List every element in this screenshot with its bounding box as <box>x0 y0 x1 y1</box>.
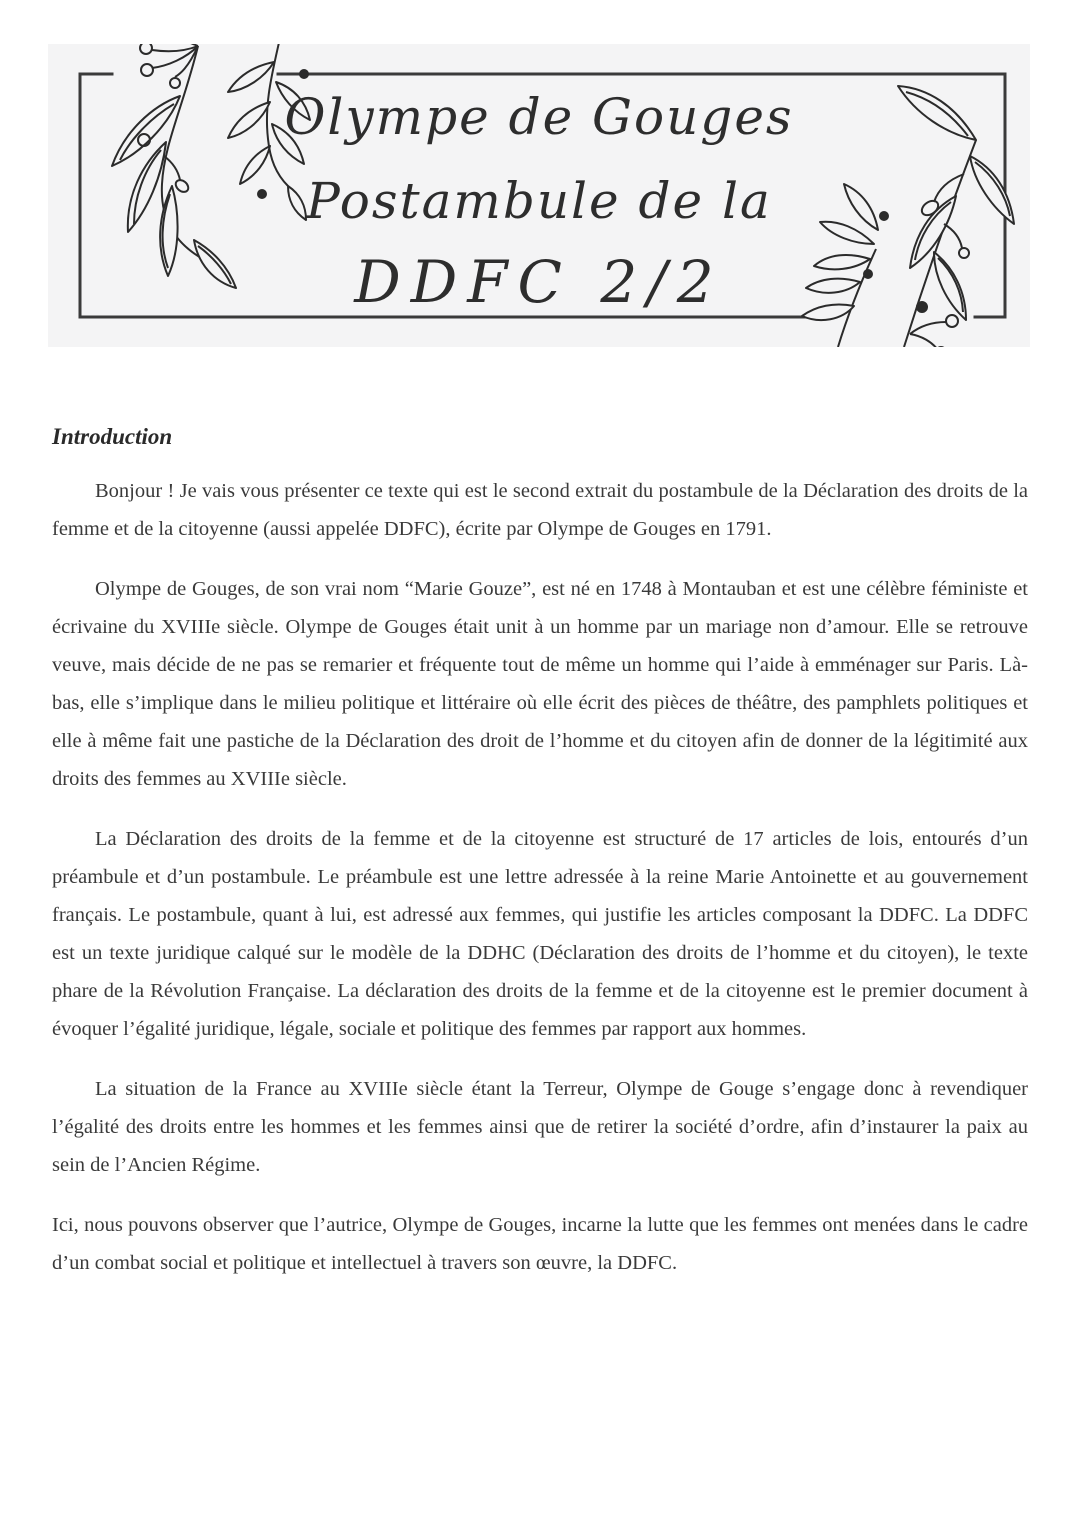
paragraph-5: Ici, nous pouvons observer que l’autrice, Olympe de Gouges, incarne la lutte que les femmes ont menées dans le cadre d’un combat social et politique et intellectuel à travers son œuvre, la DDFC. <box>52 1214 1028 1274</box>
document-body <box>52 424 1028 1304</box>
section-heading-introduction: Introduction <box>52 424 173 449</box>
banner-titles <box>48 44 1030 347</box>
title-banner <box>48 44 1030 347</box>
paragraph-3: La Déclaration des droits de la femme et de la citoyenne est structuré de 17 articles de lois, entourés d’un préambule et d’un postambule. Le préambule est une lettre adressée à la reine Marie Antoinette et au gouvernement français. Le postambule, quant à lui, est adressé aux femmes, qui justifie les articles composant la DDFC. La DDFC est un texte juridique calqué sur le modèle de la DDHC (Déclaration des droits de l’homme et du citoyen), le texte phare de la Révolution Française. La déclaration des droits de la femme et de la citoyenne est le premier document à évoquer l’égalité juridique, légale, sociale et politique des femmes par rapport aux hommes. <box>52 828 1028 1040</box>
paragraph-4: La situation de la France au XVIIIe siècle étant la Terreur, Olympe de Gouge s’engage donc à revendiquer l’égalité des droits entre les hommes et les femmes ainsi que de retirer la société d’ordre, afin d’instaurer la paix au sein de l’Ancien Régime. <box>52 1078 1028 1176</box>
paragraph-2: Olympe de Gouges, de son vrai nom “Marie Gouze”, est né en 1748 à Montauban et est une célèbre féministe et écrivaine du XVIIIe siècle. Olympe de Gouges était unit à un homme par un mariage non d’amour. Elle se retrouve veuve, mais décide de ne pas se remarier et fréquente tout de même un homme qui l’aide à emménager sur Paris. Là-bas, elle s’implique dans le milieu politique et littéraire où elle écrit des pièces de théâtre, des pamphlets politiques et elle à même fait une pastiche de la Déclaration des droit de l’homme et du citoyen afin de donner de la légitimité aux droits des femmes au XVIIIe siècle. <box>52 578 1028 790</box>
banner-title-line-2: Postambule de la <box>306 172 772 230</box>
banner-title-line-3: DDFC 2/2 <box>354 248 724 316</box>
banner-title-line-1: Olympe de Gouges <box>284 88 794 146</box>
paragraph-1: Bonjour ! Je vais vous présenter ce texte qui est le second extrait du postambule de la Déclaration des droits de la femme et de la citoyenne (aussi appelée DDFC), écrite par Olympe de Gouges en 1791. <box>52 480 1028 540</box>
